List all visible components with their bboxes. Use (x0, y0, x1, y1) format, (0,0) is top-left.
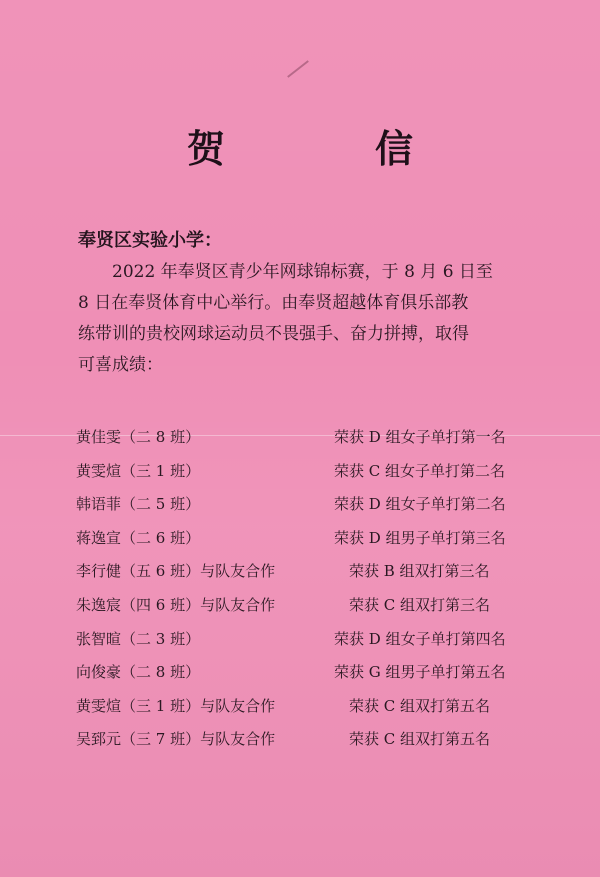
student-name: 韩语菲（二 5 班） (76, 495, 201, 514)
award-text: 荣获 D 组女子单打第二名 (334, 495, 506, 514)
student-name: 黄雯煊（三 1 班） (76, 461, 201, 480)
award-text: 荣获 G 组男子单打第五名 (334, 663, 506, 682)
award-text: 荣获 C 组女子单打第二名 (334, 461, 506, 480)
result-row (76, 458, 536, 492)
results-list (76, 424, 536, 760)
result-row (76, 424, 536, 458)
student-name: 黄雯煊（三 1 班）与队友合作 (76, 696, 276, 715)
award-text: 荣获 D 组男子单打第三名 (334, 528, 506, 547)
student-name: 张智暄（二 3 班） (76, 629, 201, 648)
body-line: 可喜成绩： (78, 355, 163, 375)
student-name: 李行健（五 6 班）与队友合作 (76, 562, 276, 581)
salutation: 奉贤区实验小学： (78, 230, 222, 251)
student-name: 蒋逸宣（二 6 班） (76, 528, 201, 547)
result-row (76, 693, 536, 727)
result-row (76, 525, 536, 559)
letter-body (78, 257, 548, 381)
body-line: 练带训的贵校网球运动员不畏强手、奋力拼搏，取得 (78, 324, 469, 344)
student-name: 吴郅元（三 7 班）与队友合作 (76, 730, 276, 749)
result-row (76, 592, 536, 626)
result-row (76, 659, 536, 693)
result-row (76, 626, 536, 660)
body-line: 2022 年奉贤区青少年网球锦标赛，于 8 月 6 日至 (78, 262, 493, 282)
result-row (76, 726, 536, 760)
body-line: 8 日在奉贤体育中心举行。由奉贤超越体育俱乐部教 (78, 293, 469, 313)
student-name: 黄佳雯（二 8 班） (76, 428, 201, 446)
award-text: 荣获 C 组双打第五名 (349, 696, 491, 715)
result-row (76, 558, 536, 592)
award-text: 荣获 C 组双打第三名 (349, 595, 491, 614)
letter-title: 贺 信 (186, 126, 469, 171)
award-text: 荣获 C 组双打第五名 (349, 730, 491, 749)
award-text: 荣获 D 组女子单打第四名 (334, 629, 506, 648)
award-text: 荣获 D 组女子单打第一名 (334, 428, 506, 446)
student-name: 向俊豪（二 8 班） (76, 663, 201, 682)
student-name: 朱逸宸（四 6 班）与队友合作 (76, 595, 276, 614)
result-row (76, 491, 536, 525)
award-text: 荣获 B 组双打第三名 (349, 562, 490, 581)
